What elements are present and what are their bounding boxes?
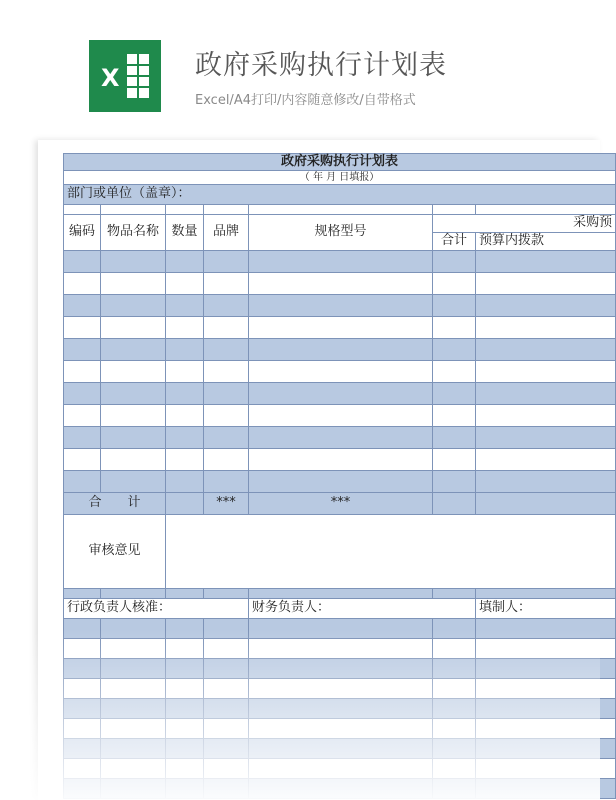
promo-header bbox=[0, 0, 600, 140]
total-spec: *** bbox=[249, 493, 433, 515]
page-subtitle: Excel/A4打印/内容随意修改/自带格式 bbox=[195, 93, 416, 108]
table-row bbox=[64, 383, 616, 405]
col-header-code: 编码 bbox=[64, 215, 101, 251]
procurement-table bbox=[63, 153, 616, 799]
table-row bbox=[64, 317, 616, 339]
spacer-row bbox=[64, 205, 616, 215]
table-row bbox=[64, 679, 616, 699]
excel-logo-letter: X bbox=[101, 64, 120, 92]
table-row bbox=[64, 251, 616, 273]
table-row bbox=[64, 449, 616, 471]
col-header-name: 物品名称 bbox=[101, 215, 166, 251]
table-row bbox=[64, 659, 616, 679]
preparer-label: 填制人： bbox=[476, 599, 616, 619]
finance-head-label: 财务负责人： bbox=[249, 599, 476, 619]
total-row bbox=[64, 493, 616, 515]
date-line: （ 年 月 日填报） bbox=[64, 171, 616, 185]
signature-row bbox=[64, 599, 616, 619]
table-row bbox=[64, 273, 616, 295]
excel-icon bbox=[89, 40, 161, 112]
table-row bbox=[64, 699, 616, 719]
col-header-budget-alloc: 预算内拨款 bbox=[476, 233, 616, 251]
sheet-title: 政府采购执行计划表 bbox=[64, 154, 616, 171]
table-row bbox=[64, 295, 616, 317]
review-row bbox=[64, 515, 616, 589]
sheet-area bbox=[63, 153, 613, 799]
table-row bbox=[64, 471, 616, 493]
review-label: 审核意见 bbox=[64, 515, 166, 589]
table-row bbox=[64, 739, 616, 759]
sheet-title-row bbox=[64, 154, 616, 171]
dept-label: 部门或单位（盖章）： bbox=[64, 185, 616, 205]
table-row bbox=[64, 639, 616, 659]
table-row bbox=[64, 405, 616, 427]
col-header-total: 合计 bbox=[433, 233, 476, 251]
col-header-spec: 规格型号 bbox=[249, 215, 433, 251]
dept-row bbox=[64, 185, 616, 205]
table-row bbox=[64, 361, 616, 383]
col-header-brand: 品牌 bbox=[204, 215, 249, 251]
page-title: 政府采购执行计划表 bbox=[195, 50, 447, 81]
total-brand: *** bbox=[204, 493, 249, 515]
spacer-row bbox=[64, 589, 616, 599]
table-row bbox=[64, 779, 616, 799]
date-row bbox=[64, 171, 616, 185]
table-row bbox=[64, 719, 616, 739]
total-label: 合 计 bbox=[64, 493, 166, 515]
admin-approval-label: 行政负责人核准： bbox=[64, 599, 249, 619]
table-row bbox=[64, 339, 616, 361]
col-header-budget: 采购预 bbox=[433, 215, 616, 233]
table-row bbox=[64, 427, 616, 449]
col-header-qty: 数量 bbox=[166, 215, 204, 251]
table-row bbox=[64, 759, 616, 779]
table-row bbox=[64, 619, 616, 639]
spreadsheet-preview bbox=[38, 140, 613, 800]
review-content[interactable] bbox=[166, 515, 616, 589]
column-header-row bbox=[64, 215, 616, 233]
